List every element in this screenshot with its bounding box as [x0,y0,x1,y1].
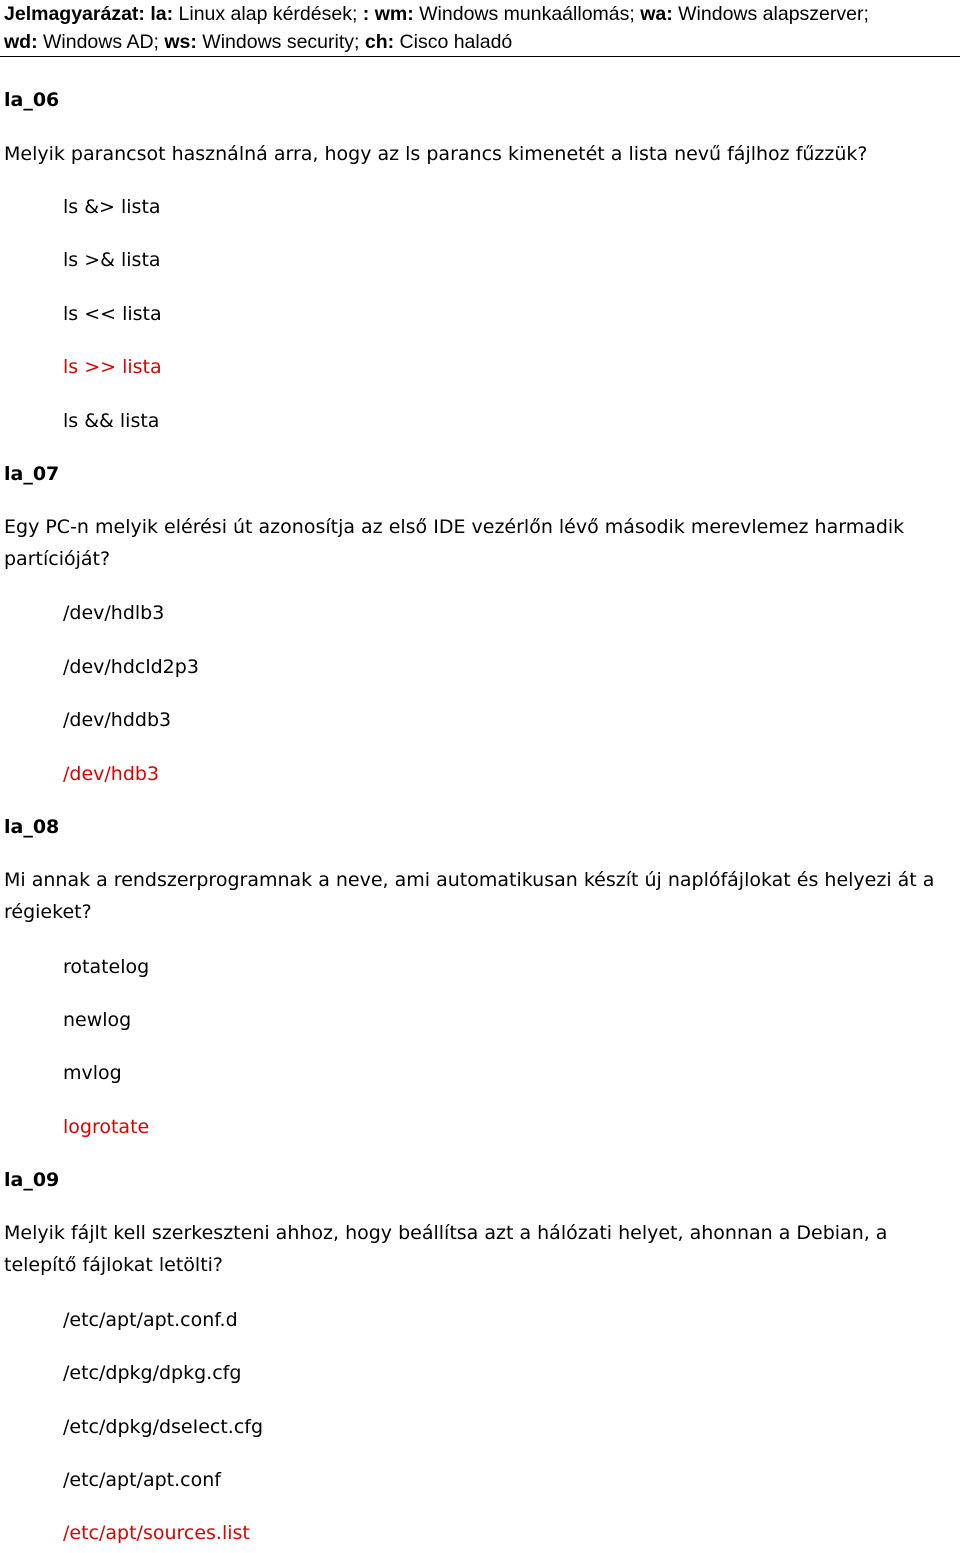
answer-option: rotatelog [63,956,150,978]
legend-key-ws: ws: [164,31,197,53]
question-text: Egy PC-n melyik elérési út azonosítja az első IDE vezérlőn lévő második merevlemez harmadik partícióját? [4,516,905,570]
answer-option: /etc/dpkg/dpkg.cfg [63,1362,242,1384]
answer-option: /etc/apt/apt.conf.d [63,1309,238,1331]
correct-answer-option: ls >> lista [63,356,162,378]
answer-option: /etc/dpkg/dseIect.cfg [63,1416,264,1438]
question-id: la_08 [4,816,60,838]
question-id: la_07 [4,463,60,485]
correct-answer-option: /etc/apt/sources.list [63,1522,250,1544]
legend-key-wd: wd: [4,31,38,53]
legend-text-ch: Cisco haladó [394,31,513,53]
question-text: Melyik fájlt kell szerkeszteni ahhoz, hogy beállítsa azt a hálózati helyet, ahonnan a Debian, a telepítő fájlokat letölti? [4,1222,888,1276]
answer-option: /dev/hdcld2p3 [63,656,199,678]
legend [4,0,956,56]
header-divider [0,56,960,57]
legend-text-ws: Windows security; [196,31,365,53]
legend-key-ch: ch: [364,31,395,53]
correct-answer-option: logrotate [63,1116,150,1138]
answer-option: ls &> lista [63,196,161,218]
legend-key-wm: wm: [369,3,414,25]
answer-option: ls << lista [63,303,162,325]
question-text: Mi annak a rendszerprogramnak a neve, ami automatikusan készít új naplófájlokat és helyezi át a régieket? [4,869,935,923]
question-id: la_06 [4,89,60,111]
question-text: Melyik parancsot használná arra, hogy az ls parancs kimenetét a lista nevű fájlhoz fűzzük? [4,143,868,165]
legend-key-la: la: [150,3,174,25]
question-id: la_09 [4,1169,60,1191]
legend-key-wa: wa: [640,3,673,25]
answer-option: ls >& lista [63,249,161,271]
answer-option: newlog [63,1009,132,1031]
legend-key-blank: : [362,3,370,25]
legend-text-wd: Windows AD; [37,31,165,53]
legend-text-wm: Windows munkaállomás; [413,3,641,25]
legend-text-la: Linux alap kérdések; [173,3,363,25]
answer-option: mvlog [63,1062,122,1084]
answer-option: ls && lista [63,410,160,432]
legend-line-2 [4,28,956,56]
legend-text-wa: Windows alapszerver; [672,3,869,25]
correct-answer-option: /dev/hdb3 [63,763,160,785]
answer-option: /dev/hddb3 [63,709,172,731]
answer-option: /dev/hdlb3 [63,602,165,624]
legend-line-1: Jelmagyarázat: la: Linux alap kérdések; : wm: Windows munkaállomás; wa: Windows alapszerver; [4,3,869,25]
answer-option: /etc/apt/apt.conf [63,1469,221,1491]
